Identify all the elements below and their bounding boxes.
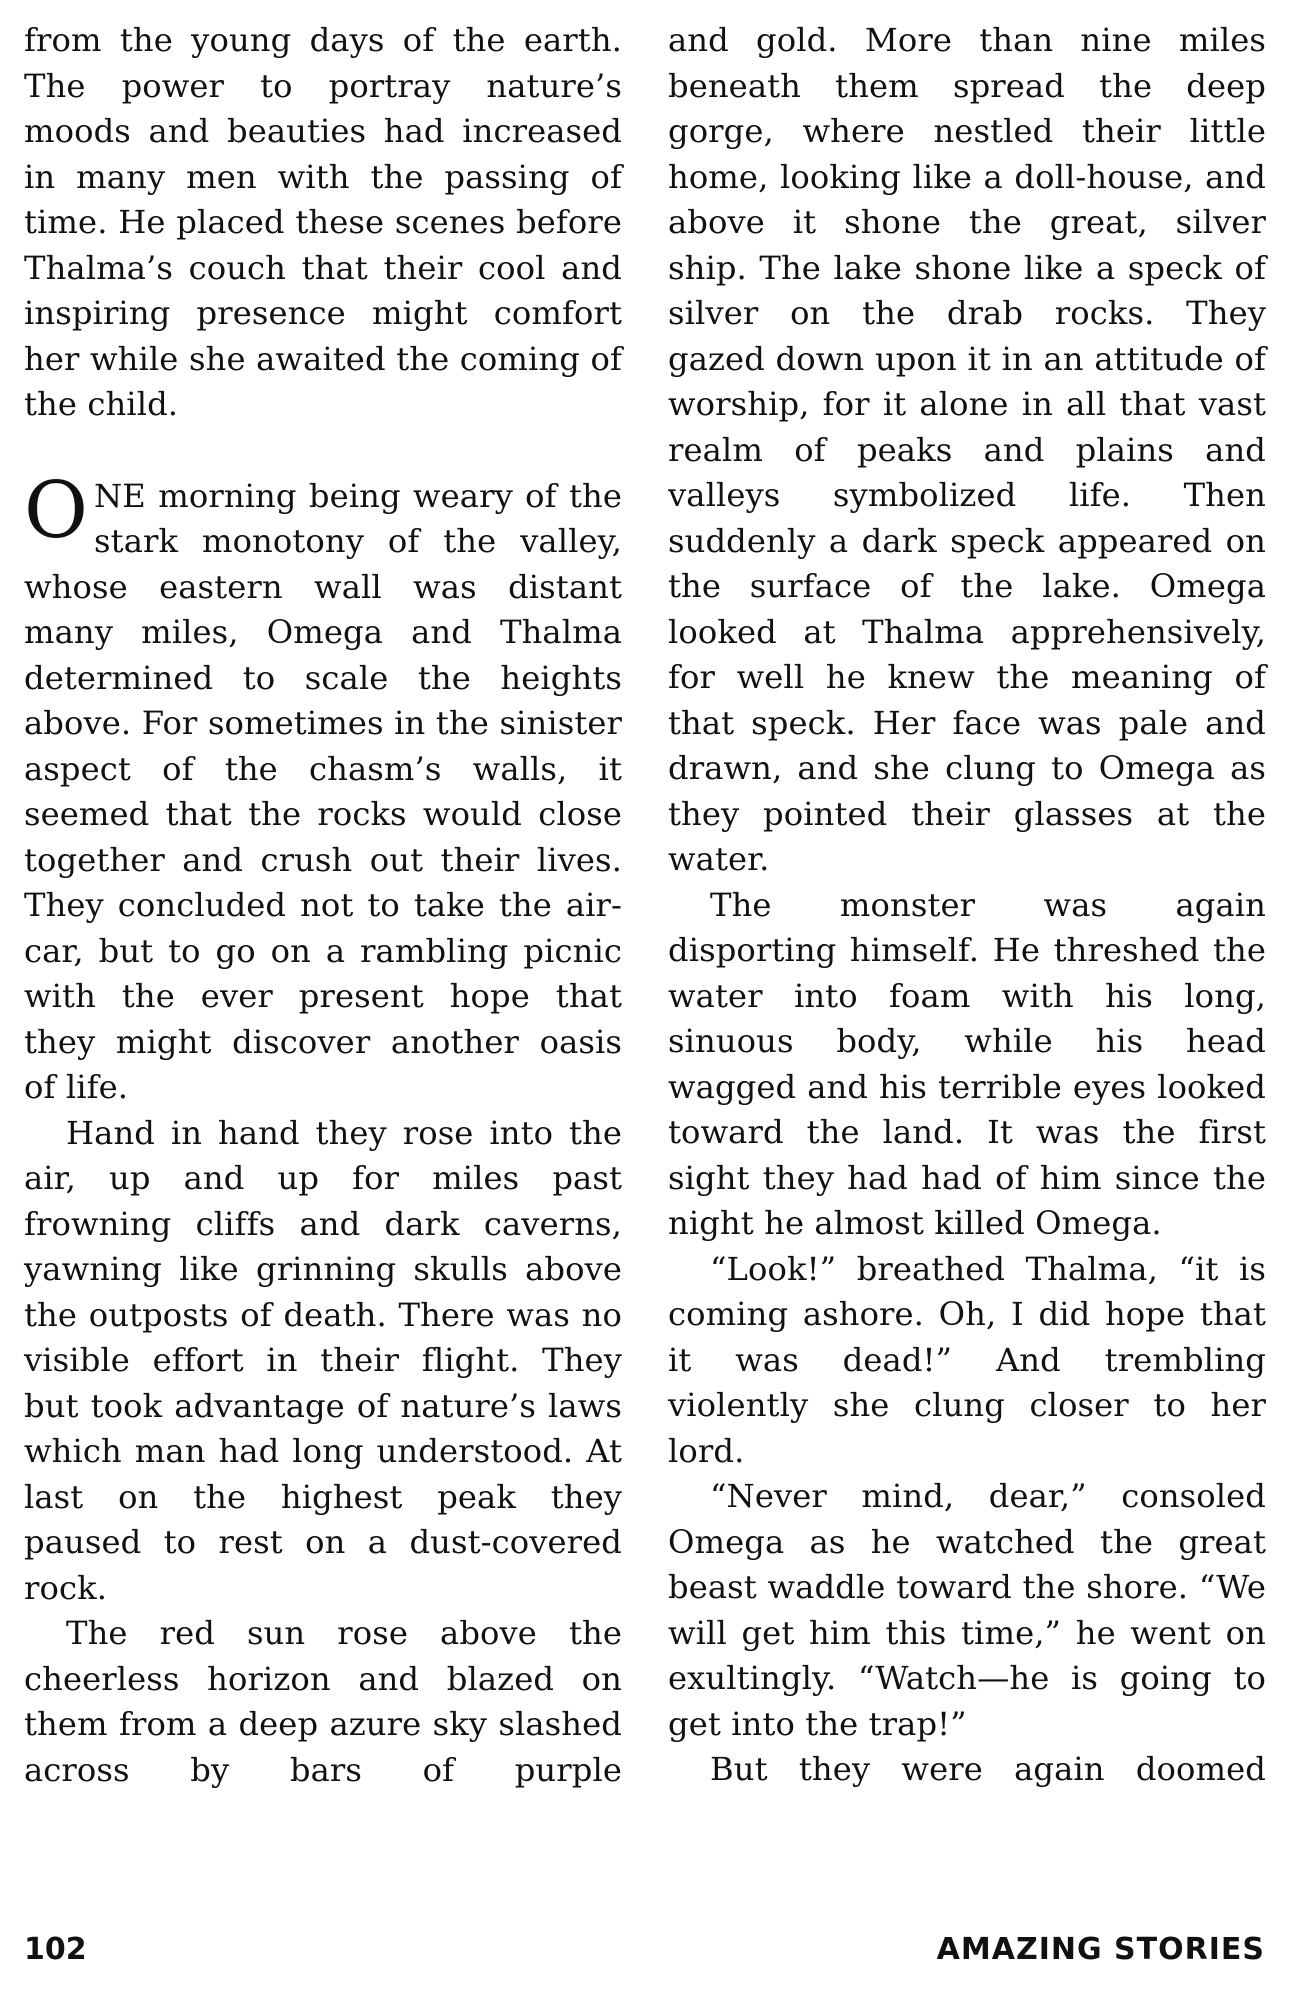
page-number: 102 — [24, 1932, 87, 1967]
paragraph: “Look!” breathed Thalma, “it is coming ashore. Oh, I did hope that it was dead!” And trembling violently she clung closer to her lord. — [668, 1249, 1266, 1470]
paragraph: from the young days of the earth. The power to portray nature’s moods and beauties had increased in many men with the passing of time. He placed these scenes before Thalma’s couch that their cool and inspiring presence might comfort her while she awaited the coming of the child. — [24, 21, 622, 423]
page-footer — [24, 1932, 1265, 1972]
paragraph: But they were again doomed — [710, 1750, 1266, 1788]
paragraph-with-dropcap — [24, 465, 622, 1111]
paragraph: The red sun rose above the cheerless horizon and blazed on them from a deep azure sky slashed across by bars of purple — [24, 1614, 622, 1789]
left-column — [24, 18, 622, 1793]
paragraph: Hand in hand they rose into the air, up and up for miles past frowning cliffs and dark caverns, yawning like grinning skulls above the outposts of death. There was no visible effort in their flight. They but took advantage of nature’s laws which man had long understood. At last on the highest peak they paused to rest on a dust-covered rock. — [24, 1113, 622, 1607]
paragraph: “Never mind, dear,” consoled Omega as he watched the great beast waddle toward the shore. “We will get him this time,” he went on exultingly. “Watch—he is going to get into the trap!” — [668, 1477, 1266, 1743]
drop-cap: O — [24, 465, 89, 556]
paragraph: and gold. More than nine miles beneath them spread the deep gorge, where nestled their little home, looking like a doll-house, and above it shone the great, silver ship. The lake shone like a speck of silver on the drab rocks. They gazed down upon it in an attitude of worship, for it alone in all that vast realm of peaks and plains and valleys symbolized life. Then suddenly a dark speck appeared on the surface of the lake. Omega looked at Thalma apprehensively, for well he knew the meaning of that speck. Her face was pale and drawn, and she clung to Omega as they pointed their glasses at the water. — [668, 21, 1266, 878]
paragraph: The monster was again disporting himself. He threshed the water into foam with his long, sinuous body, while his head wagged and his terrible eyes looked toward the land. It was the first sight they had had of him since the night he almost killed Omega. — [668, 885, 1266, 1242]
paragraph-text: NE morning being weary of the stark monotony of the valley, whose eastern wall was distant many miles, Omega and Thalma determined to scale the heights above. For sometimes in the sinister aspect of the chasm’s walls, it seemed that the rocks would close together and crush out their lives. They concluded not to take the air-car, but to go on a rambling picnic with the ever present hope that they might discover another oasis of life. — [24, 476, 622, 1106]
magazine-title: AMAZING STORIES — [936, 1932, 1265, 1967]
right-column — [668, 18, 1266, 1793]
